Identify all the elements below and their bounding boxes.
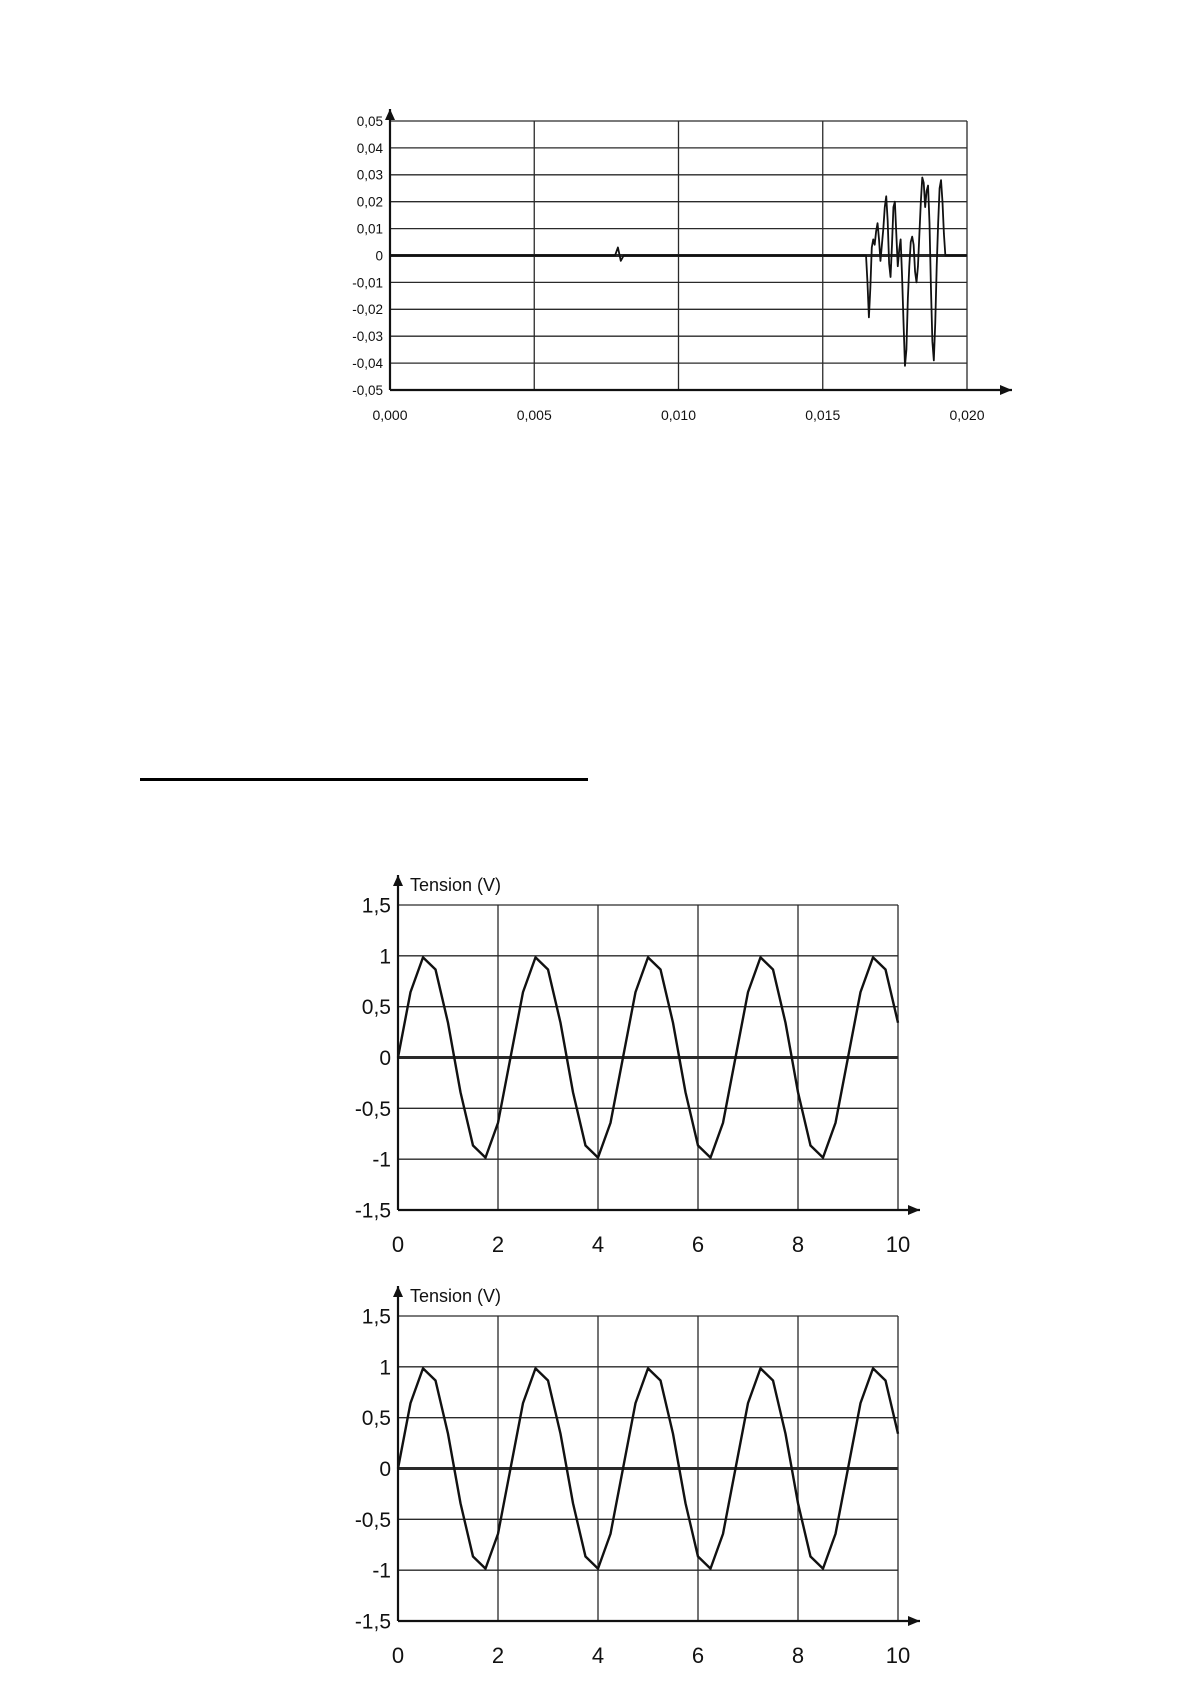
y-tick-label: 0 — [375, 248, 383, 264]
y-tick-label: -0,01 — [352, 275, 383, 291]
y-tick-label: 0 — [379, 1047, 391, 1071]
x-tick-label: 0,010 — [660, 407, 697, 423]
y-tick-label: 0 — [379, 1458, 391, 1482]
x-tick-label: 0 — [391, 1643, 405, 1668]
y-axis-arrow — [385, 109, 395, 120]
y-tick-label: 1,5 — [361, 894, 391, 918]
y-axis-label: Tension (V) — [410, 1286, 502, 1306]
y-tick-label: 1 — [379, 945, 391, 969]
y-tick-label: -0,5 — [354, 1097, 391, 1121]
x-tick-label: 0,020 — [949, 407, 985, 423]
section-separator-line — [140, 778, 588, 781]
y-tick-label: -0,02 — [352, 302, 383, 318]
x-tick-label: 8 — [791, 1232, 805, 1257]
x-tick-label: 2 — [491, 1643, 505, 1668]
x-axis-arrow — [908, 1616, 920, 1626]
y-tick-label: 0,03 — [356, 167, 383, 183]
y-axis-arrow — [393, 1286, 403, 1297]
y-tick-label: 0,02 — [356, 194, 383, 210]
y-tick-label: 0,5 — [361, 1407, 391, 1431]
y-tick-label: -1 — [372, 1559, 391, 1583]
y-tick-label: -0,03 — [352, 329, 383, 345]
x-tick-label: 8 — [791, 1643, 805, 1668]
y-tick-label: -0,04 — [352, 355, 383, 371]
y-axis-arrow — [393, 875, 403, 886]
y-tick-label: -1,5 — [354, 1199, 391, 1223]
x-tick-label: 4 — [591, 1232, 605, 1257]
x-axis-arrow — [908, 1205, 920, 1215]
x-tick-label: 4 — [591, 1643, 605, 1668]
y-tick-label: 1,5 — [361, 1305, 391, 1329]
y-tick-label: 0,5 — [361, 996, 391, 1020]
y-tick-label: -1,5 — [354, 1610, 391, 1634]
y-tick-label: 0,04 — [356, 140, 383, 156]
y-tick-label: -0,05 — [352, 382, 383, 398]
x-tick-label: 0,015 — [805, 407, 841, 423]
x-tick-label: 0,000 — [372, 407, 408, 423]
noise-chart — [350, 105, 1050, 445]
y-tick-label: 0,01 — [356, 221, 383, 237]
x-tick-label: 6 — [691, 1643, 705, 1668]
x-tick-label: 0,005 — [516, 407, 552, 423]
y-tick-label: -0,5 — [354, 1508, 391, 1532]
x-tick-label: 6 — [691, 1232, 705, 1257]
y-tick-label: -1 — [372, 1148, 391, 1172]
x-tick-label: 10 — [885, 1643, 911, 1668]
y-tick-label: 1 — [379, 1356, 391, 1380]
y-tick-label: 0,05 — [356, 113, 383, 129]
y-axis-label: Tension (V) — [410, 875, 502, 895]
x-tick-label: 0 — [391, 1232, 405, 1257]
x-tick-label: 10 — [885, 1232, 911, 1257]
x-tick-label: 2 — [491, 1232, 505, 1257]
tension-chart-1 — [335, 860, 935, 1265]
x-axis-arrow — [1000, 385, 1012, 395]
tension-chart-2 — [335, 1268, 935, 1678]
